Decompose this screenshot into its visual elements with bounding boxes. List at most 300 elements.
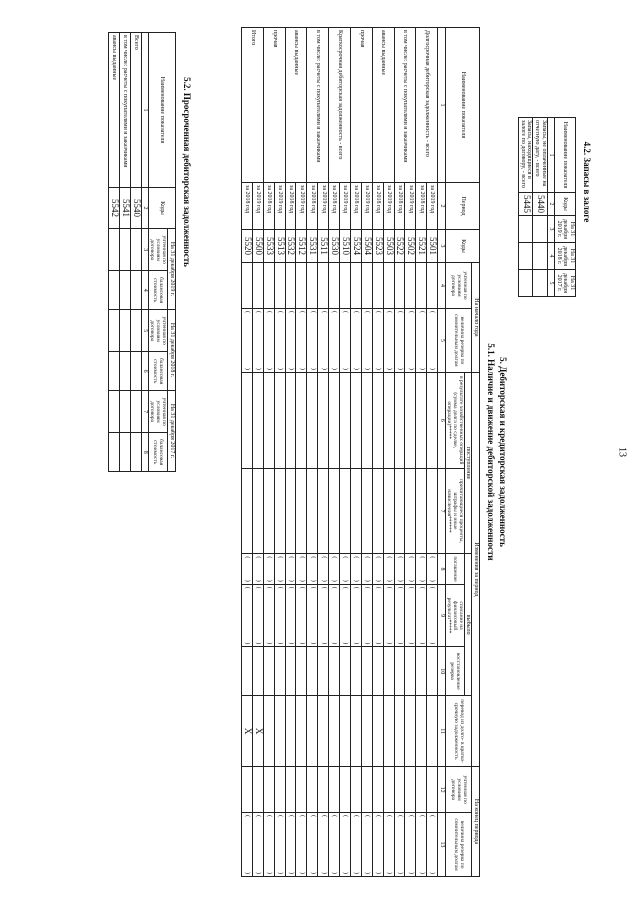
value-cell bbox=[252, 767, 263, 813]
row-code: 5511 bbox=[318, 230, 329, 263]
paren-close: ) bbox=[287, 367, 294, 370]
paren-value-cell bbox=[350, 554, 361, 584]
paren-close: ) bbox=[298, 579, 305, 582]
paren-value-cell bbox=[285, 584, 296, 647]
value-cell bbox=[383, 468, 394, 554]
value-cell bbox=[318, 263, 329, 309]
col-header-changes: Изменения за период bbox=[472, 372, 480, 766]
paren-value-cell bbox=[350, 584, 361, 647]
value-cell bbox=[274, 647, 285, 696]
paren-close: ) bbox=[374, 579, 381, 582]
paren-value-cell bbox=[350, 308, 361, 372]
row-label: в том числе: расчеты с покупателями и заказчиками bbox=[394, 28, 416, 183]
value-cell bbox=[394, 647, 405, 696]
value-cell bbox=[361, 696, 372, 767]
paren-close: ) bbox=[364, 872, 371, 874]
value-cell bbox=[307, 767, 318, 813]
paren-open: ( bbox=[276, 815, 283, 818]
sub-header: погашение bbox=[445, 554, 464, 584]
paren-close: ) bbox=[396, 579, 403, 582]
row-period: за 2019 год bbox=[274, 183, 285, 230]
paren-close: ) bbox=[309, 642, 316, 645]
value-cell bbox=[263, 263, 274, 309]
paren-open: ( bbox=[331, 586, 338, 589]
sub-header: учтенная по условиям договора bbox=[445, 263, 472, 309]
paren-close: ) bbox=[407, 872, 414, 874]
value-cell bbox=[329, 767, 340, 813]
col-header-2019: На 31 декабря 2019 г. bbox=[168, 229, 176, 310]
paren-value-cell bbox=[252, 584, 263, 647]
paren-value-cell bbox=[307, 584, 318, 647]
paren-value-cell bbox=[340, 554, 351, 584]
col-number: 5 bbox=[547, 270, 555, 297]
row-code: 5501 bbox=[427, 230, 438, 263]
paren-value-cell bbox=[296, 308, 307, 372]
paren-close: ) bbox=[418, 579, 425, 582]
table-row bbox=[252, 28, 263, 877]
value-cell bbox=[394, 767, 405, 813]
value-cell bbox=[340, 468, 351, 554]
row-period: за 2018 год bbox=[242, 183, 253, 230]
value-cell bbox=[263, 372, 274, 468]
row-period: за 2018 год bbox=[416, 183, 427, 230]
paren-open: ( bbox=[385, 586, 392, 589]
value-cell bbox=[274, 696, 285, 767]
value-cell bbox=[361, 372, 372, 468]
value-cell bbox=[274, 767, 285, 813]
paren-close: ) bbox=[418, 872, 425, 874]
paren-open: ( bbox=[244, 586, 251, 589]
paren-value-cell bbox=[427, 554, 438, 584]
value-cell bbox=[394, 263, 405, 309]
value-cell bbox=[361, 647, 372, 696]
paren-close: ) bbox=[287, 642, 294, 645]
section-5-1-title: 5.1. Наличие и движение дебиторской задолженности bbox=[486, 343, 496, 561]
value-cell bbox=[340, 647, 351, 696]
paren-value-cell bbox=[405, 813, 416, 877]
paren-value-cell bbox=[427, 584, 438, 647]
value-cell bbox=[242, 468, 253, 554]
row-label: Долгосрочная дебиторская задолженность - всего bbox=[416, 28, 438, 183]
row-code: 5504 bbox=[361, 230, 372, 263]
paren-value-cell bbox=[318, 584, 329, 647]
paren-open: ( bbox=[385, 556, 392, 559]
paren-close: ) bbox=[320, 367, 327, 370]
row-period: за 2019 год bbox=[427, 183, 438, 230]
col-number: 4 bbox=[438, 263, 446, 309]
paren-value-cell bbox=[372, 813, 383, 877]
paren-close: ) bbox=[266, 872, 273, 874]
paren-open: ( bbox=[353, 556, 360, 559]
paren-close: ) bbox=[418, 642, 425, 645]
paren-close: ) bbox=[298, 367, 305, 370]
paren-value-cell bbox=[329, 813, 340, 877]
col-header-begin: На начало года bbox=[472, 263, 480, 373]
value-cell bbox=[405, 647, 416, 696]
paren-value-cell bbox=[318, 813, 329, 877]
row-code: 5510 bbox=[340, 230, 351, 263]
paren-open: ( bbox=[407, 556, 414, 559]
row-code: 5531 bbox=[307, 230, 318, 263]
paren-open: ( bbox=[266, 310, 273, 313]
paren-value-cell bbox=[361, 554, 372, 584]
col-number: 6 bbox=[438, 372, 446, 468]
col-number: 9 bbox=[438, 584, 446, 647]
paren-close: ) bbox=[364, 579, 371, 582]
value-cell bbox=[427, 767, 438, 813]
col-number: 8 bbox=[141, 433, 149, 472]
paren-value-cell bbox=[405, 308, 416, 372]
value-cell bbox=[361, 767, 372, 813]
paren-close: ) bbox=[418, 367, 425, 370]
row-period: за 2018 год bbox=[350, 183, 361, 230]
x-mark: X bbox=[242, 696, 253, 767]
row-period: за 2019 год bbox=[361, 183, 372, 230]
row-label: в том числе: расчеты с покупателями и заказчиками bbox=[119, 33, 130, 188]
col-number: 1 bbox=[438, 28, 446, 183]
value-cell bbox=[405, 468, 416, 554]
value-cell bbox=[274, 263, 285, 309]
paren-open: ( bbox=[276, 556, 283, 559]
value-cell bbox=[242, 647, 253, 696]
row-period: за 2019 год bbox=[340, 183, 351, 230]
value-cell bbox=[394, 696, 405, 767]
sub-header: учтенная по условиям договора bbox=[445, 767, 472, 813]
paren-value-cell bbox=[340, 813, 351, 877]
value-cell bbox=[252, 372, 263, 468]
paren-value-cell bbox=[274, 584, 285, 647]
value-cell bbox=[350, 696, 361, 767]
paren-open: ( bbox=[396, 815, 403, 818]
paren-close: ) bbox=[407, 642, 414, 645]
paren-value-cell bbox=[361, 813, 372, 877]
page-number: 13 bbox=[616, 447, 628, 457]
paren-close: ) bbox=[385, 367, 392, 370]
value-cell bbox=[416, 767, 427, 813]
sub-header-outflow: выбыло bbox=[464, 554, 472, 696]
col-number: 6 bbox=[141, 352, 149, 391]
paren-open: ( bbox=[287, 815, 294, 818]
paren-open: ( bbox=[320, 815, 327, 818]
value-cell bbox=[361, 263, 372, 309]
paren-open: ( bbox=[396, 586, 403, 589]
value-cell bbox=[372, 696, 383, 767]
value-cell bbox=[318, 767, 329, 813]
sub-header: балансовая стоимость bbox=[149, 433, 168, 472]
row-period: за 2018 год bbox=[285, 183, 296, 230]
value-cell bbox=[307, 696, 318, 767]
paren-open: ( bbox=[364, 556, 371, 559]
row-code: 5512 bbox=[296, 230, 307, 263]
value-cell bbox=[394, 468, 405, 554]
row-code: 5440 bbox=[533, 193, 547, 216]
row-code: 5521 bbox=[416, 230, 427, 263]
value-cell bbox=[340, 696, 351, 767]
paren-value-cell bbox=[329, 554, 340, 584]
col-header-code: Коды bbox=[445, 230, 479, 263]
sub-header-income: поступление bbox=[464, 372, 472, 554]
paren-open: ( bbox=[364, 310, 371, 313]
col-number: 5 bbox=[141, 309, 149, 351]
paren-close: ) bbox=[429, 642, 436, 645]
paren-open: ( bbox=[429, 310, 436, 313]
paren-close: ) bbox=[309, 367, 316, 370]
paren-close: ) bbox=[396, 367, 403, 370]
value-cell bbox=[350, 767, 361, 813]
paren-close: ) bbox=[429, 579, 436, 582]
paren-close: ) bbox=[353, 872, 360, 874]
table-row bbox=[427, 28, 438, 877]
paren-open: ( bbox=[418, 310, 425, 313]
col-header-period: Период bbox=[445, 183, 479, 230]
paren-open: ( bbox=[418, 815, 425, 818]
paren-open: ( bbox=[287, 556, 294, 559]
paren-value-cell bbox=[285, 554, 296, 584]
col-header-name: Наименование показателя bbox=[555, 118, 576, 193]
sub-header: списание на финансовый результат***** bbox=[445, 584, 464, 647]
row-code: 5524 bbox=[350, 230, 361, 263]
value-cell bbox=[427, 647, 438, 696]
col-number: 8 bbox=[438, 554, 446, 584]
col-number: 1 bbox=[141, 33, 149, 188]
value-cell bbox=[329, 468, 340, 554]
paren-close: ) bbox=[276, 579, 283, 582]
paren-close: ) bbox=[309, 872, 316, 874]
value-cell bbox=[427, 468, 438, 554]
value-cell bbox=[307, 647, 318, 696]
paren-close: ) bbox=[255, 642, 262, 645]
paren-close: ) bbox=[331, 872, 338, 874]
paren-open: ( bbox=[364, 815, 371, 818]
col-number: 13 bbox=[438, 813, 446, 877]
paren-open: ( bbox=[407, 586, 414, 589]
col-number: 7 bbox=[438, 468, 446, 554]
paren-open: ( bbox=[298, 586, 305, 589]
paren-close: ) bbox=[244, 579, 251, 582]
paren-value-cell bbox=[242, 308, 253, 372]
value-cell bbox=[307, 468, 318, 554]
paren-open: ( bbox=[374, 556, 381, 559]
paren-open: ( bbox=[342, 586, 349, 589]
table-row bbox=[296, 28, 307, 877]
paren-value-cell bbox=[307, 554, 318, 584]
paren-open: ( bbox=[385, 310, 392, 313]
value-cell bbox=[252, 468, 263, 554]
sub-header: учтенная по условиям договора bbox=[149, 229, 168, 271]
row-code: 5502 bbox=[405, 230, 416, 263]
value-cell bbox=[405, 767, 416, 813]
paren-close: ) bbox=[276, 872, 283, 874]
paren-open: ( bbox=[276, 586, 283, 589]
value-cell bbox=[318, 372, 329, 468]
row-label: прочая bbox=[263, 28, 285, 183]
paren-open: ( bbox=[287, 586, 294, 589]
sub-header: восстановление резерва bbox=[445, 647, 464, 696]
value-cell bbox=[361, 468, 372, 554]
paren-close: ) bbox=[342, 367, 349, 370]
paren-open: ( bbox=[374, 586, 381, 589]
paren-open: ( bbox=[331, 815, 338, 818]
sub-header: балансовая стоимость bbox=[149, 271, 168, 310]
row-period: за 2019 год bbox=[383, 183, 394, 230]
paren-close: ) bbox=[374, 642, 381, 645]
col-number: 7 bbox=[141, 390, 149, 432]
row-period: за 2019 год bbox=[252, 183, 263, 230]
paren-close: ) bbox=[244, 642, 251, 645]
paren-close: ) bbox=[353, 367, 360, 370]
table-row bbox=[361, 28, 372, 877]
paren-open: ( bbox=[244, 556, 251, 559]
paren-value-cell bbox=[242, 813, 253, 877]
value-cell bbox=[263, 696, 274, 767]
paren-open: ( bbox=[266, 815, 273, 818]
paren-value-cell bbox=[416, 308, 427, 372]
value-cell bbox=[416, 647, 427, 696]
paren-close: ) bbox=[331, 642, 338, 645]
value-cell bbox=[416, 468, 427, 554]
col-number: 11 bbox=[438, 696, 446, 767]
paren-open: ( bbox=[244, 815, 251, 818]
paren-open: ( bbox=[364, 586, 371, 589]
paren-open: ( bbox=[320, 556, 327, 559]
value-cell bbox=[383, 647, 394, 696]
value-cell bbox=[274, 468, 285, 554]
value-cell bbox=[318, 647, 329, 696]
paren-value-cell bbox=[274, 813, 285, 877]
row-code: 5513 bbox=[274, 230, 285, 263]
table-row bbox=[274, 28, 285, 877]
table-row bbox=[109, 33, 120, 472]
paren-value-cell bbox=[416, 554, 427, 584]
value-cell bbox=[416, 696, 427, 767]
col-header-2018: На 31 декабря 2018 г. bbox=[555, 243, 576, 270]
col-number: 2 bbox=[438, 183, 446, 230]
row-code: 5542 bbox=[109, 188, 120, 229]
paren-value-cell bbox=[307, 308, 318, 372]
paren-open: ( bbox=[331, 556, 338, 559]
value-cell bbox=[285, 468, 296, 554]
row-period: за 2019 год bbox=[318, 183, 329, 230]
col-number: 3 bbox=[547, 216, 555, 243]
sub-header: величина резерва по сомнительным долгам bbox=[445, 308, 472, 372]
row-label: прочая bbox=[350, 28, 372, 183]
value-cell bbox=[242, 372, 253, 468]
paren-close: ) bbox=[287, 579, 294, 582]
pledged-inventory-table bbox=[518, 117, 576, 297]
value-cell bbox=[416, 372, 427, 468]
paren-value-cell bbox=[263, 584, 274, 647]
value-cell bbox=[383, 696, 394, 767]
col-header-2019: На 31 декабря 2019 г. bbox=[555, 216, 576, 243]
value-cell bbox=[263, 647, 274, 696]
value-cell bbox=[329, 263, 340, 309]
row-period: за 2019 год bbox=[296, 183, 307, 230]
value-cell bbox=[318, 468, 329, 554]
col-header-2017: На 31 декабря 2017 г. bbox=[555, 270, 576, 297]
sub-header: в результате хозяйственных операций (сумма долга по сделке, операции)***** bbox=[445, 372, 464, 468]
value-cell bbox=[252, 263, 263, 309]
paren-open: ( bbox=[407, 815, 414, 818]
value-cell bbox=[242, 263, 253, 309]
row-period: за 2018 год bbox=[307, 183, 318, 230]
value-cell bbox=[427, 696, 438, 767]
paren-close: ) bbox=[385, 579, 392, 582]
paren-open: ( bbox=[396, 556, 403, 559]
col-header-2017: На 31 декабря 2017 г. bbox=[168, 390, 176, 471]
value-cell bbox=[340, 767, 351, 813]
sub-header: перевод из долго- в кратко-срочную задолженность bbox=[445, 696, 472, 767]
value-cell bbox=[296, 263, 307, 309]
paren-close: ) bbox=[244, 367, 251, 370]
col-header-code: Коды bbox=[555, 193, 576, 216]
paren-close: ) bbox=[244, 872, 251, 874]
value-cell bbox=[285, 647, 296, 696]
paren-open: ( bbox=[353, 815, 360, 818]
value-cell bbox=[340, 372, 351, 468]
paren-close: ) bbox=[396, 872, 403, 874]
paren-close: ) bbox=[276, 642, 283, 645]
row-period: за 2018 год bbox=[263, 183, 274, 230]
value-cell bbox=[372, 767, 383, 813]
paren-open: ( bbox=[374, 310, 381, 313]
paren-value-cell bbox=[296, 554, 307, 584]
paren-close: ) bbox=[364, 642, 371, 645]
paren-open: ( bbox=[418, 586, 425, 589]
paren-open: ( bbox=[309, 310, 316, 313]
value-cell bbox=[263, 767, 274, 813]
paren-open: ( bbox=[429, 556, 436, 559]
paren-value-cell bbox=[383, 813, 394, 877]
col-number: 3 bbox=[141, 229, 149, 271]
table-row bbox=[340, 28, 351, 877]
paren-value-cell bbox=[405, 584, 416, 647]
value-cell bbox=[285, 767, 296, 813]
row-label: Запасы, не оплаченные на отчетную дату, - всего bbox=[533, 118, 547, 193]
paren-close: ) bbox=[331, 579, 338, 582]
value-cell bbox=[285, 696, 296, 767]
paren-value-cell bbox=[263, 554, 274, 584]
paren-close: ) bbox=[320, 579, 327, 582]
paren-open: ( bbox=[407, 310, 414, 313]
col-number: 2 bbox=[547, 193, 555, 216]
value-cell bbox=[350, 372, 361, 468]
paren-close: ) bbox=[276, 367, 283, 370]
paren-value-cell bbox=[405, 554, 416, 584]
paren-value-cell bbox=[285, 813, 296, 877]
col-number: 12 bbox=[438, 767, 446, 813]
paren-value-cell bbox=[296, 813, 307, 877]
paren-open: ( bbox=[287, 310, 294, 313]
row-period: за 2018 год bbox=[394, 183, 405, 230]
paren-value-cell bbox=[361, 308, 372, 372]
paren-close: ) bbox=[407, 367, 414, 370]
value-cell bbox=[263, 468, 274, 554]
row-label: авансы выданные bbox=[285, 28, 307, 183]
paren-close: ) bbox=[364, 367, 371, 370]
paren-value-cell bbox=[427, 308, 438, 372]
value-cell bbox=[285, 263, 296, 309]
paren-value-cell bbox=[361, 584, 372, 647]
value-cell bbox=[372, 372, 383, 468]
value-cell bbox=[242, 767, 253, 813]
row-code: 5533 bbox=[263, 230, 274, 263]
paren-value-cell bbox=[372, 308, 383, 372]
paren-value-cell bbox=[252, 813, 263, 877]
value-cell bbox=[383, 263, 394, 309]
paren-open: ( bbox=[255, 586, 262, 589]
paren-close: ) bbox=[255, 579, 262, 582]
value-cell bbox=[307, 372, 318, 468]
